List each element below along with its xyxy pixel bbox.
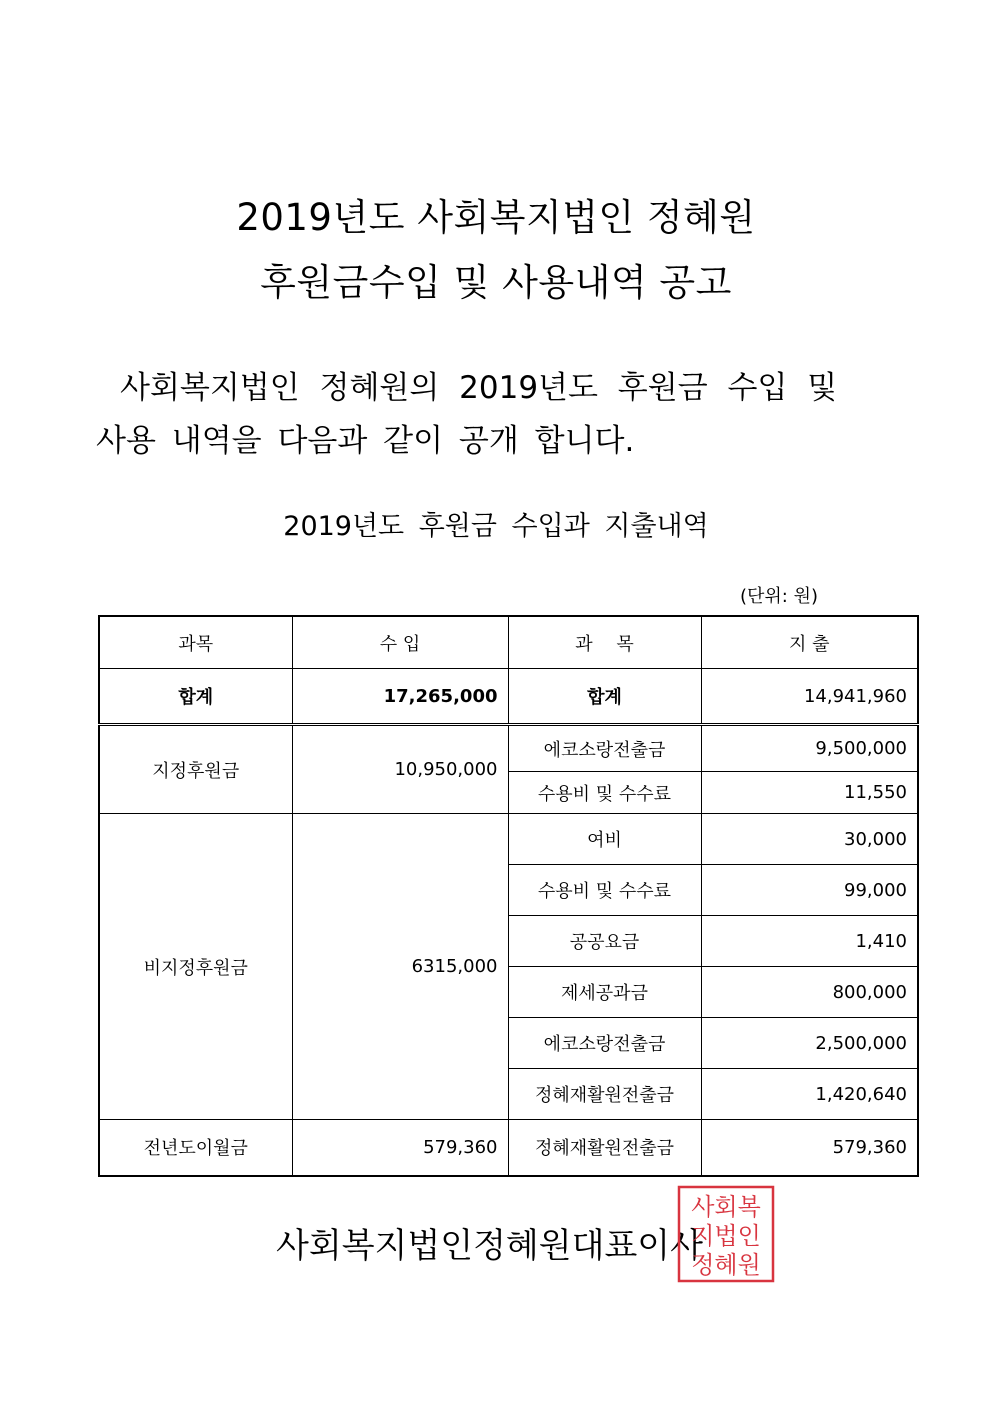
header-income-item: 과목: [99, 616, 292, 669]
total-expense-label: 합계: [508, 669, 701, 725]
income-item: 지정후원금: [99, 725, 292, 814]
expense-item: 정혜재활원전출금: [508, 1120, 701, 1176]
expense-amount: 99,000: [701, 865, 918, 916]
expense-item: 에코소랑전출금: [508, 725, 701, 772]
income-amount: 6315,000: [292, 814, 508, 1120]
table-row: [99, 725, 918, 772]
intro-text-line2: 사용 내역을 다음과 같이 공개 합니다.: [96, 423, 635, 459]
intro-text-line1: 사회복지법인 정혜원의 2019년도 후원금 수입 및: [120, 370, 838, 406]
expense-amount: 30,000: [701, 814, 918, 865]
income-amount: 579,360: [292, 1120, 508, 1176]
expense-amount: 11,550: [701, 772, 918, 814]
expense-amount: 2,500,000: [701, 1018, 918, 1069]
seal-text-line3: 정혜원: [691, 1251, 761, 1279]
expense-amount: 579,360: [701, 1120, 918, 1176]
table-row: [99, 1120, 918, 1176]
total-row: [99, 669, 918, 725]
header-income: 수 입: [292, 616, 508, 669]
notice-title-line1: 2019년도 사회복지법인 정혜원: [236, 196, 756, 239]
total-income-value: 17,265,000: [292, 669, 508, 725]
expense-item: 수용비 및 수수료: [508, 865, 701, 916]
notice-title-line2: 후원금수입 및 사용내역 공고: [260, 261, 732, 304]
expense-item: 제세공과금: [508, 967, 701, 1018]
seal-text-line2: 지법인: [691, 1222, 761, 1250]
expense-amount: 9,500,000: [701, 725, 918, 772]
table-row: [99, 814, 918, 865]
expense-amount: 1,420,640: [701, 1069, 918, 1120]
expense-item: 수용비 및 수수료: [508, 772, 701, 814]
income-amount: 10,950,000: [292, 725, 508, 814]
table-header-row: [99, 616, 918, 669]
expense-amount: 800,000: [701, 967, 918, 1018]
income-item: 전년도이월금: [99, 1120, 292, 1176]
expense-item: 에코소랑전출금: [508, 1018, 701, 1069]
table-title: 2019년도 후원금 수입과 지출내역: [283, 511, 709, 542]
official-seal-icon: [674, 1182, 778, 1286]
income-item: 비지정후원금: [99, 814, 292, 1120]
header-expense: 지 출: [701, 616, 918, 669]
seal-text-line1: 사회복: [691, 1193, 761, 1221]
donation-table: [98, 615, 919, 1177]
total-income-label: 합계: [99, 669, 292, 725]
unit-label: (단위: 원): [740, 586, 818, 607]
header-expense-item: 과 목: [508, 616, 701, 669]
expense-amount: 1,410: [701, 916, 918, 967]
total-expense-value: 14,941,960: [701, 669, 918, 725]
expense-item: 여비: [508, 814, 701, 865]
expense-item: 공공요금: [508, 916, 701, 967]
expense-item: 정혜재활원전출금: [508, 1069, 701, 1120]
signature-line: 사회복지법인정혜원대표이사: [276, 1226, 703, 1266]
